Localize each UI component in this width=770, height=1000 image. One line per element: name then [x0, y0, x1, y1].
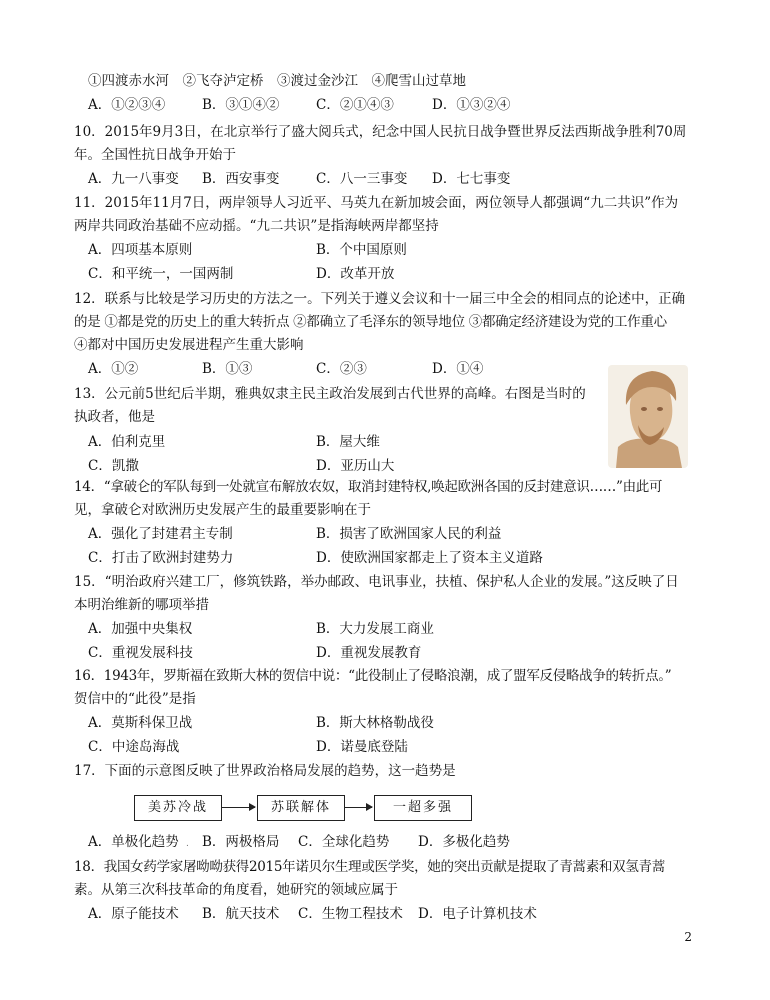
q9-option-b: B．③①④② [202, 97, 280, 113]
q18-stem-1: 18．我国女药学家屠呦呦获得2015年诺贝尔生理或医学奖，她的突出贡献是提取了青蒿素和双氢青蒿 [74, 859, 665, 875]
q15-stem-1: 15．“明治政府兴建工厂，修筑铁路，举办邮政、电讯事业，扶植、保护私人企业的发展。”这反映了日 [74, 574, 679, 590]
q18-option-d: D．电子计算机技术 [418, 906, 537, 922]
q10-option-d: D．七七事变 [432, 171, 511, 187]
q11-option-b: B．个中国原则 [316, 242, 407, 258]
q12-option-d: D．①④ [432, 361, 484, 377]
q17-stem-1: 17．下面的示意图反映了世界政治格局发展的趋势，这一趋势是 [74, 763, 456, 779]
q11-stem-2: 两岸共同政治基础不应动摇。“九二共识”是指海峡两岸都坚持 [74, 218, 439, 234]
q17-option-c: C．全球化趋势 [298, 834, 390, 850]
flow-box-soviet-collapse: 苏联解体 [257, 795, 345, 821]
q9-option-c: C．②①④③ [316, 97, 394, 113]
q18-option-a: A．原子能技术 [88, 906, 179, 922]
q9-option-d: D．①③②④ [432, 97, 511, 113]
q12-option-b: B．①③ [202, 361, 253, 377]
q14-option-a: A．强化了封建君主专制 [88, 526, 233, 542]
q15-option-b: B．大力发展工商业 [316, 621, 434, 637]
q16-option-d: D．诺曼底登陆 [316, 739, 408, 755]
q16-option-c: C．中途岛海战 [88, 739, 180, 755]
q17-option-a: A．单极化趋势 [88, 834, 179, 850]
q16-option-b: B．斯大林格勒战役 [316, 715, 434, 731]
flow-box-cold-war: 美苏冷战 [134, 795, 222, 821]
q15-stem-2: 本明治维新的哪项举措 [74, 597, 209, 613]
q10-stem-2: 年。全国性抗日战争开始于 [74, 147, 236, 163]
q14-option-b: B．损害了欧洲国家人民的利益 [316, 526, 502, 542]
q17-option-b: B．两极格局 [202, 834, 280, 850]
q17-stray-dot: . [186, 839, 189, 849]
pericles-bust-image [608, 365, 688, 468]
q11-option-c: C．和平统一，一国两制 [88, 266, 234, 282]
q14-option-d: D．使欧洲国家都走上了资本主义道路 [316, 550, 543, 566]
page-number: 2 [684, 930, 692, 944]
flow-box-one-superpower: 一超多强 [374, 795, 472, 821]
q14-stem-2: 见，拿破仑对欧洲历史发展产生的最重要影响在于 [74, 502, 371, 518]
q11-option-a: A．四项基本原则 [88, 242, 193, 258]
q15-option-c: C．重视发展科技 [88, 645, 193, 661]
flow-arrow-2 [344, 807, 372, 808]
q10-stem-1: 10．2015年9月3日，在北京举行了盛大阅兵式，纪念中国人民抗日战争暨世界反法西斯战争胜利70周 [74, 124, 687, 140]
q18-stem-2: 素。从第三次科技革命的角度看，她研究的领域应属于 [74, 882, 398, 898]
q18-option-c: C．生物工程技术 [298, 906, 403, 922]
q9-items: ①四渡赤水河 ②飞夺泸定桥 ③渡过金沙江 ④爬雪山过草地 [88, 73, 466, 89]
q16-stem-2: 贺信中的“此役”是指 [74, 691, 196, 707]
q10-option-b: B．西安事变 [202, 171, 280, 187]
q12-stem-2: 的是 ①都是党的历史上的重大转折点 ②都确立了毛泽东的领导地位 ③都确定经济建设为党的工作重心 [74, 314, 667, 330]
q10-option-c: C．八一三事变 [316, 171, 408, 187]
q11-option-d: D．改革开放 [316, 266, 395, 282]
q13-option-d: D．亚历山大 [316, 458, 395, 474]
q12-stem-3: ④都对中国历史发展进程产生重大影响 [74, 337, 304, 353]
q13-stem-2: 执政者，他是 [74, 409, 155, 425]
q15-option-d: D．重视发展教育 [316, 645, 422, 661]
q15-option-a: A．加强中央集权 [88, 621, 193, 637]
q14-stem-1: 14．“拿破仑的军队每到一处就宣布解放农奴，取消封建特权,唤起欧洲各国的反封建意识……”由此可 [74, 479, 663, 495]
q13-stem-1: 13．公元前5世纪后半期，雅典奴隶主民主政治发展到古代世界的高峰。右图是当时的 [74, 386, 586, 402]
q11-stem-1: 11．2015年11月7日，两岸领导人习近平、马英九在新加坡会面，两位领导人都强调“九二共识”作为 [74, 195, 679, 211]
q10-option-a: A．九一八事变 [88, 171, 179, 187]
q9-option-a: A．①②③④ [88, 97, 166, 113]
q16-stem-1: 16．1943年，罗斯福在致斯大林的贺信中说：“此役制止了侵略浪潮，成了盟军反侵略战争的转折点。” [74, 668, 672, 684]
flow-arrow-1 [221, 807, 255, 808]
q13-option-a: A．伯利克里 [88, 434, 166, 450]
q13-option-c: C．凯撒 [88, 458, 139, 474]
q16-option-a: A．莫斯科保卫战 [88, 715, 193, 731]
q17-option-d: D．多极化趋势 [418, 834, 510, 850]
q14-option-c: C．打击了欧洲封建势力 [88, 550, 234, 566]
q12-option-a: A．①② [88, 361, 139, 377]
q12-option-c: C．②③ [316, 361, 367, 377]
q13-option-b: B．屋大维 [316, 434, 380, 450]
q12-stem-1: 12．联系与比较是学习历史的方法之一。下列关于遵义会议和十一届三中全会的相同点的论述中，正确 [74, 291, 686, 307]
q18-option-b: B．航天技术 [202, 906, 280, 922]
